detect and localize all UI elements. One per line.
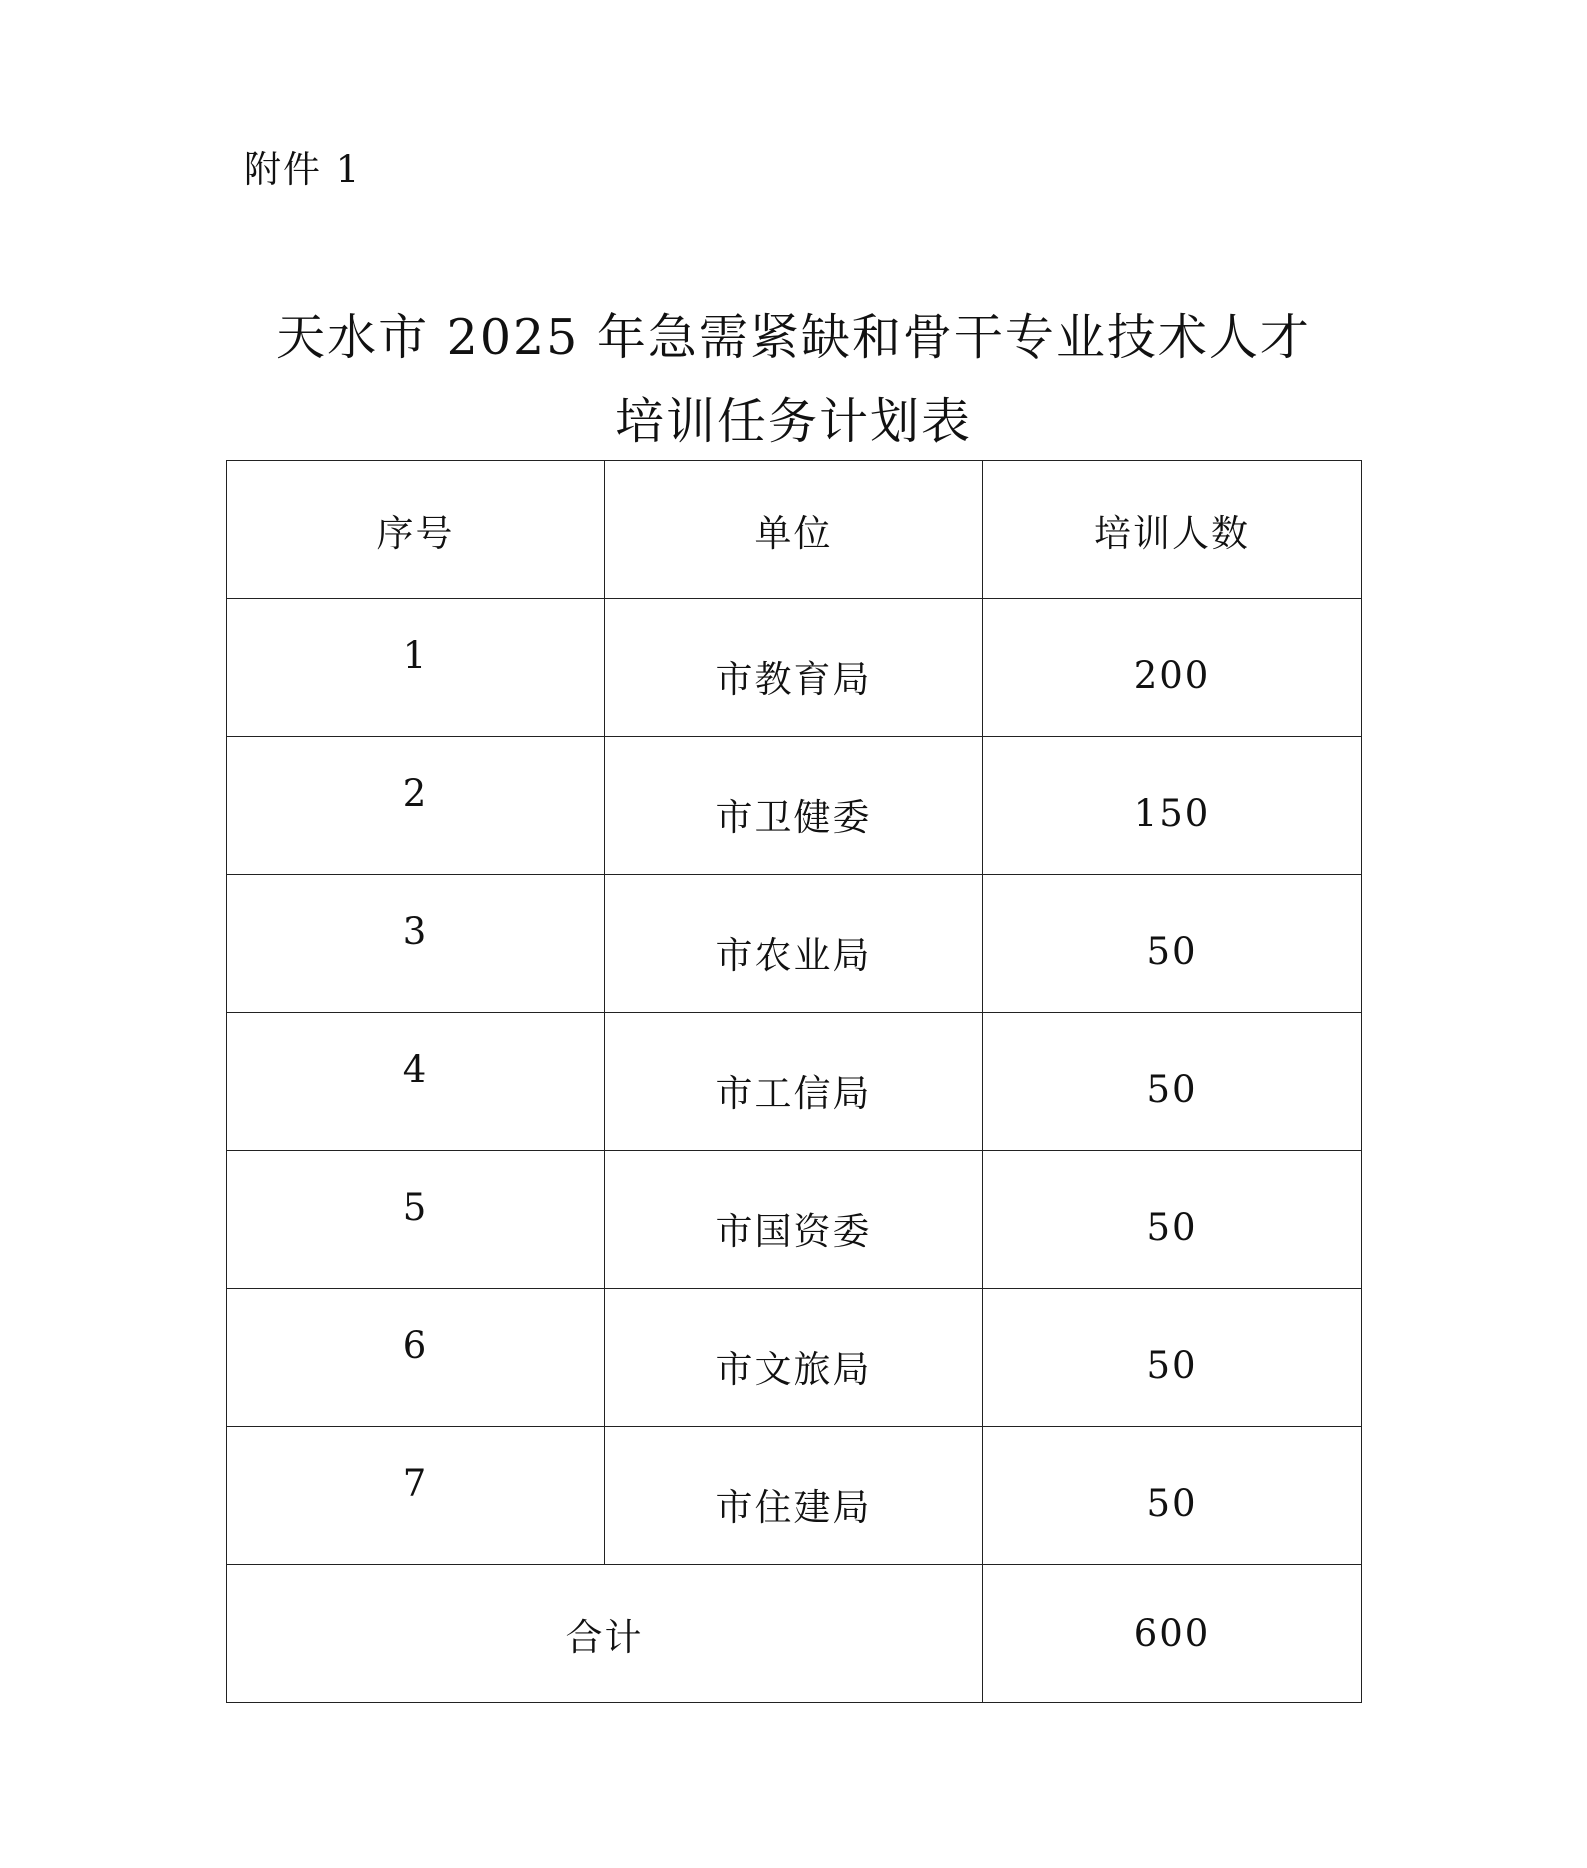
unit-name: 市住建局 (715, 1485, 872, 1529)
attachment-label: 附件 1 (244, 148, 362, 191)
unit-name: 市卫健委 (715, 795, 872, 839)
count-cell (983, 1013, 1362, 1151)
trainee-count: 50 (1146, 1482, 1198, 1525)
unit-name: 市国资委 (715, 1209, 872, 1253)
trainee-count: 50 (1146, 930, 1198, 973)
unit-name: 市农业局 (715, 933, 872, 977)
unit-cell (605, 1289, 983, 1427)
serial-number-cell (227, 599, 605, 737)
total-label-cell (227, 1565, 983, 1703)
serial-number-cell (227, 1289, 605, 1427)
table-row (227, 1427, 1362, 1565)
unit-cell (605, 599, 983, 737)
serial-number: 2 (402, 772, 429, 815)
count-cell (983, 737, 1362, 875)
table-row (227, 1151, 1362, 1289)
count-cell (983, 599, 1362, 737)
serial-number: 4 (402, 1048, 429, 1091)
count-cell (983, 1289, 1362, 1427)
total-count: 600 (1133, 1612, 1211, 1655)
table-row (227, 1289, 1362, 1427)
serial-number-cell (227, 737, 605, 875)
count-cell (983, 875, 1362, 1013)
unit-cell (605, 1427, 983, 1565)
serial-number: 5 (402, 1186, 429, 1229)
count-cell (983, 1151, 1362, 1289)
header-serial-number: 序号 (227, 461, 605, 599)
serial-number-cell (227, 1013, 605, 1151)
unit-cell (605, 1013, 983, 1151)
serial-number: 1 (402, 634, 429, 677)
table-row (227, 737, 1362, 875)
table-row (227, 599, 1362, 737)
serial-number: 3 (402, 910, 429, 953)
total-count-cell (983, 1565, 1362, 1703)
unit-cell (605, 875, 983, 1013)
unit-name: 市工信局 (715, 1071, 872, 1115)
trainee-count: 200 (1133, 654, 1211, 697)
trainee-count: 50 (1146, 1068, 1198, 1111)
trainee-count: 50 (1146, 1206, 1198, 1249)
header-trainee-count: 培训人数 (983, 461, 1362, 599)
count-cell (983, 1427, 1362, 1565)
total-label: 合计 (565, 1615, 644, 1659)
table-row (227, 1013, 1362, 1151)
trainee-count: 150 (1133, 792, 1211, 835)
unit-name: 市文旅局 (715, 1347, 872, 1391)
table-total-row (227, 1565, 1362, 1703)
serial-number: 6 (402, 1324, 429, 1367)
unit-cell (605, 737, 983, 875)
serial-number-cell (227, 1427, 605, 1565)
document-title-line-1: 天水市 2025 年急需紧缺和骨干专业技术人才 (276, 309, 1311, 366)
unit-name: 市教育局 (715, 657, 872, 701)
table-row (227, 875, 1362, 1013)
trainee-count: 50 (1146, 1344, 1198, 1387)
serial-number: 7 (402, 1462, 429, 1505)
unit-cell (605, 1151, 983, 1289)
serial-number-cell (227, 1151, 605, 1289)
training-plan-table (226, 460, 1362, 1703)
document-title-line-2: 培训任务计划表 (614, 393, 972, 450)
table-header-row (227, 461, 1362, 599)
serial-number-cell (227, 875, 605, 1013)
header-unit: 单位 (605, 461, 983, 599)
